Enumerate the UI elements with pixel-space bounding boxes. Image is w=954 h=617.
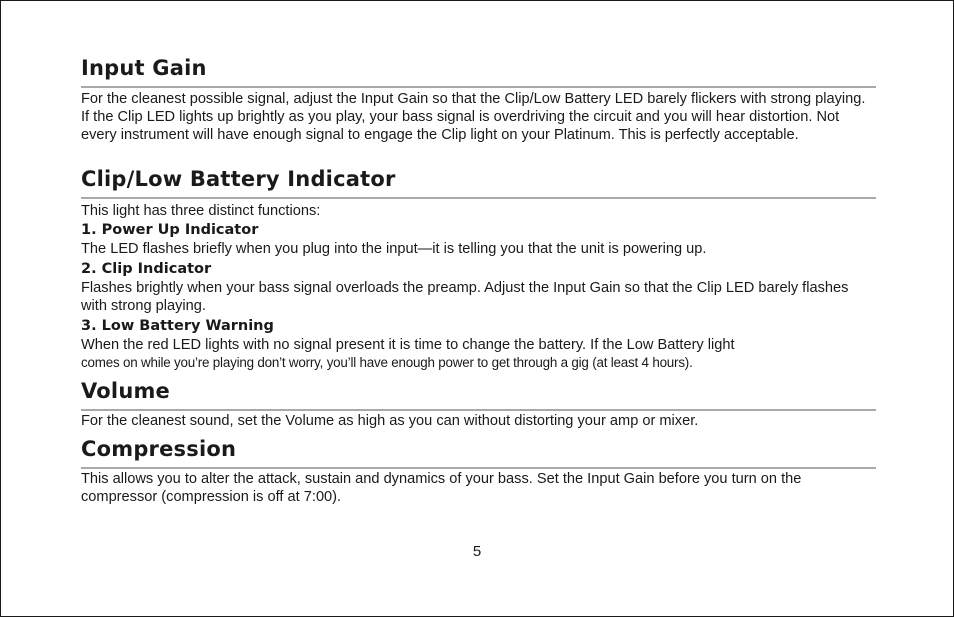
input-gain-heading: Input Gain xyxy=(81,56,207,80)
compression-rule xyxy=(81,467,876,469)
input-gain-body: For the cleanest possible signal, adjust the Input Gain so that the Clip/Low Battery LED barely flickers with strong playing. If the Clip LED lights up brightly as you play, your bass signal is overdriving the circuit and you will hear distortion. Not every instrument will have enough signal to engage the Clip light on your Platinum. This is perfectly acceptable. xyxy=(81,91,866,143)
volume-rule xyxy=(81,409,876,411)
low-battery-warning-title: 3. Low Battery Warning xyxy=(81,318,274,334)
low-battery-warning-body-line1: When the red LED lights with no signal present it is time to change the battery. If the Low Battery light xyxy=(81,337,735,353)
clip-indicator-title: 2. Clip Indicator xyxy=(81,261,212,277)
compression-heading: Compression xyxy=(81,437,237,461)
volume-heading: Volume xyxy=(81,379,171,403)
clip-low-battery-rule xyxy=(81,197,876,199)
clip-low-battery-intro: This light has three distinct functions: xyxy=(81,203,321,219)
page-number: 5 xyxy=(472,543,482,560)
clip-indicator-body: Flashes brightly when your bass signal overloads the preamp. Adjust the Input Gain so that the Clip LED barely flashes with strong playing. xyxy=(81,280,849,314)
compression-body: This allows you to alter the attack, sustain and dynamics of your bass. Set the Input Gain before you turn on the compressor (compression is off at 7:00). xyxy=(81,471,802,505)
power-up-indicator-body: The LED flashes briefly when you plug into the input—it is telling you that the unit is powering up. xyxy=(81,241,707,257)
volume-body: For the cleanest sound, set the Volume as high as you can without distorting your amp or mixer. xyxy=(81,413,699,429)
clip-low-battery-heading: Clip/Low Battery Indicator xyxy=(81,167,396,191)
input-gain-rule xyxy=(81,86,876,88)
power-up-indicator-title: 1. Power Up Indicator xyxy=(81,222,259,238)
low-battery-warning-body-line2: comes on while you’re playing don’t worry, you’ll have enough power to get through a gig (at least 4 hours). xyxy=(81,355,693,370)
